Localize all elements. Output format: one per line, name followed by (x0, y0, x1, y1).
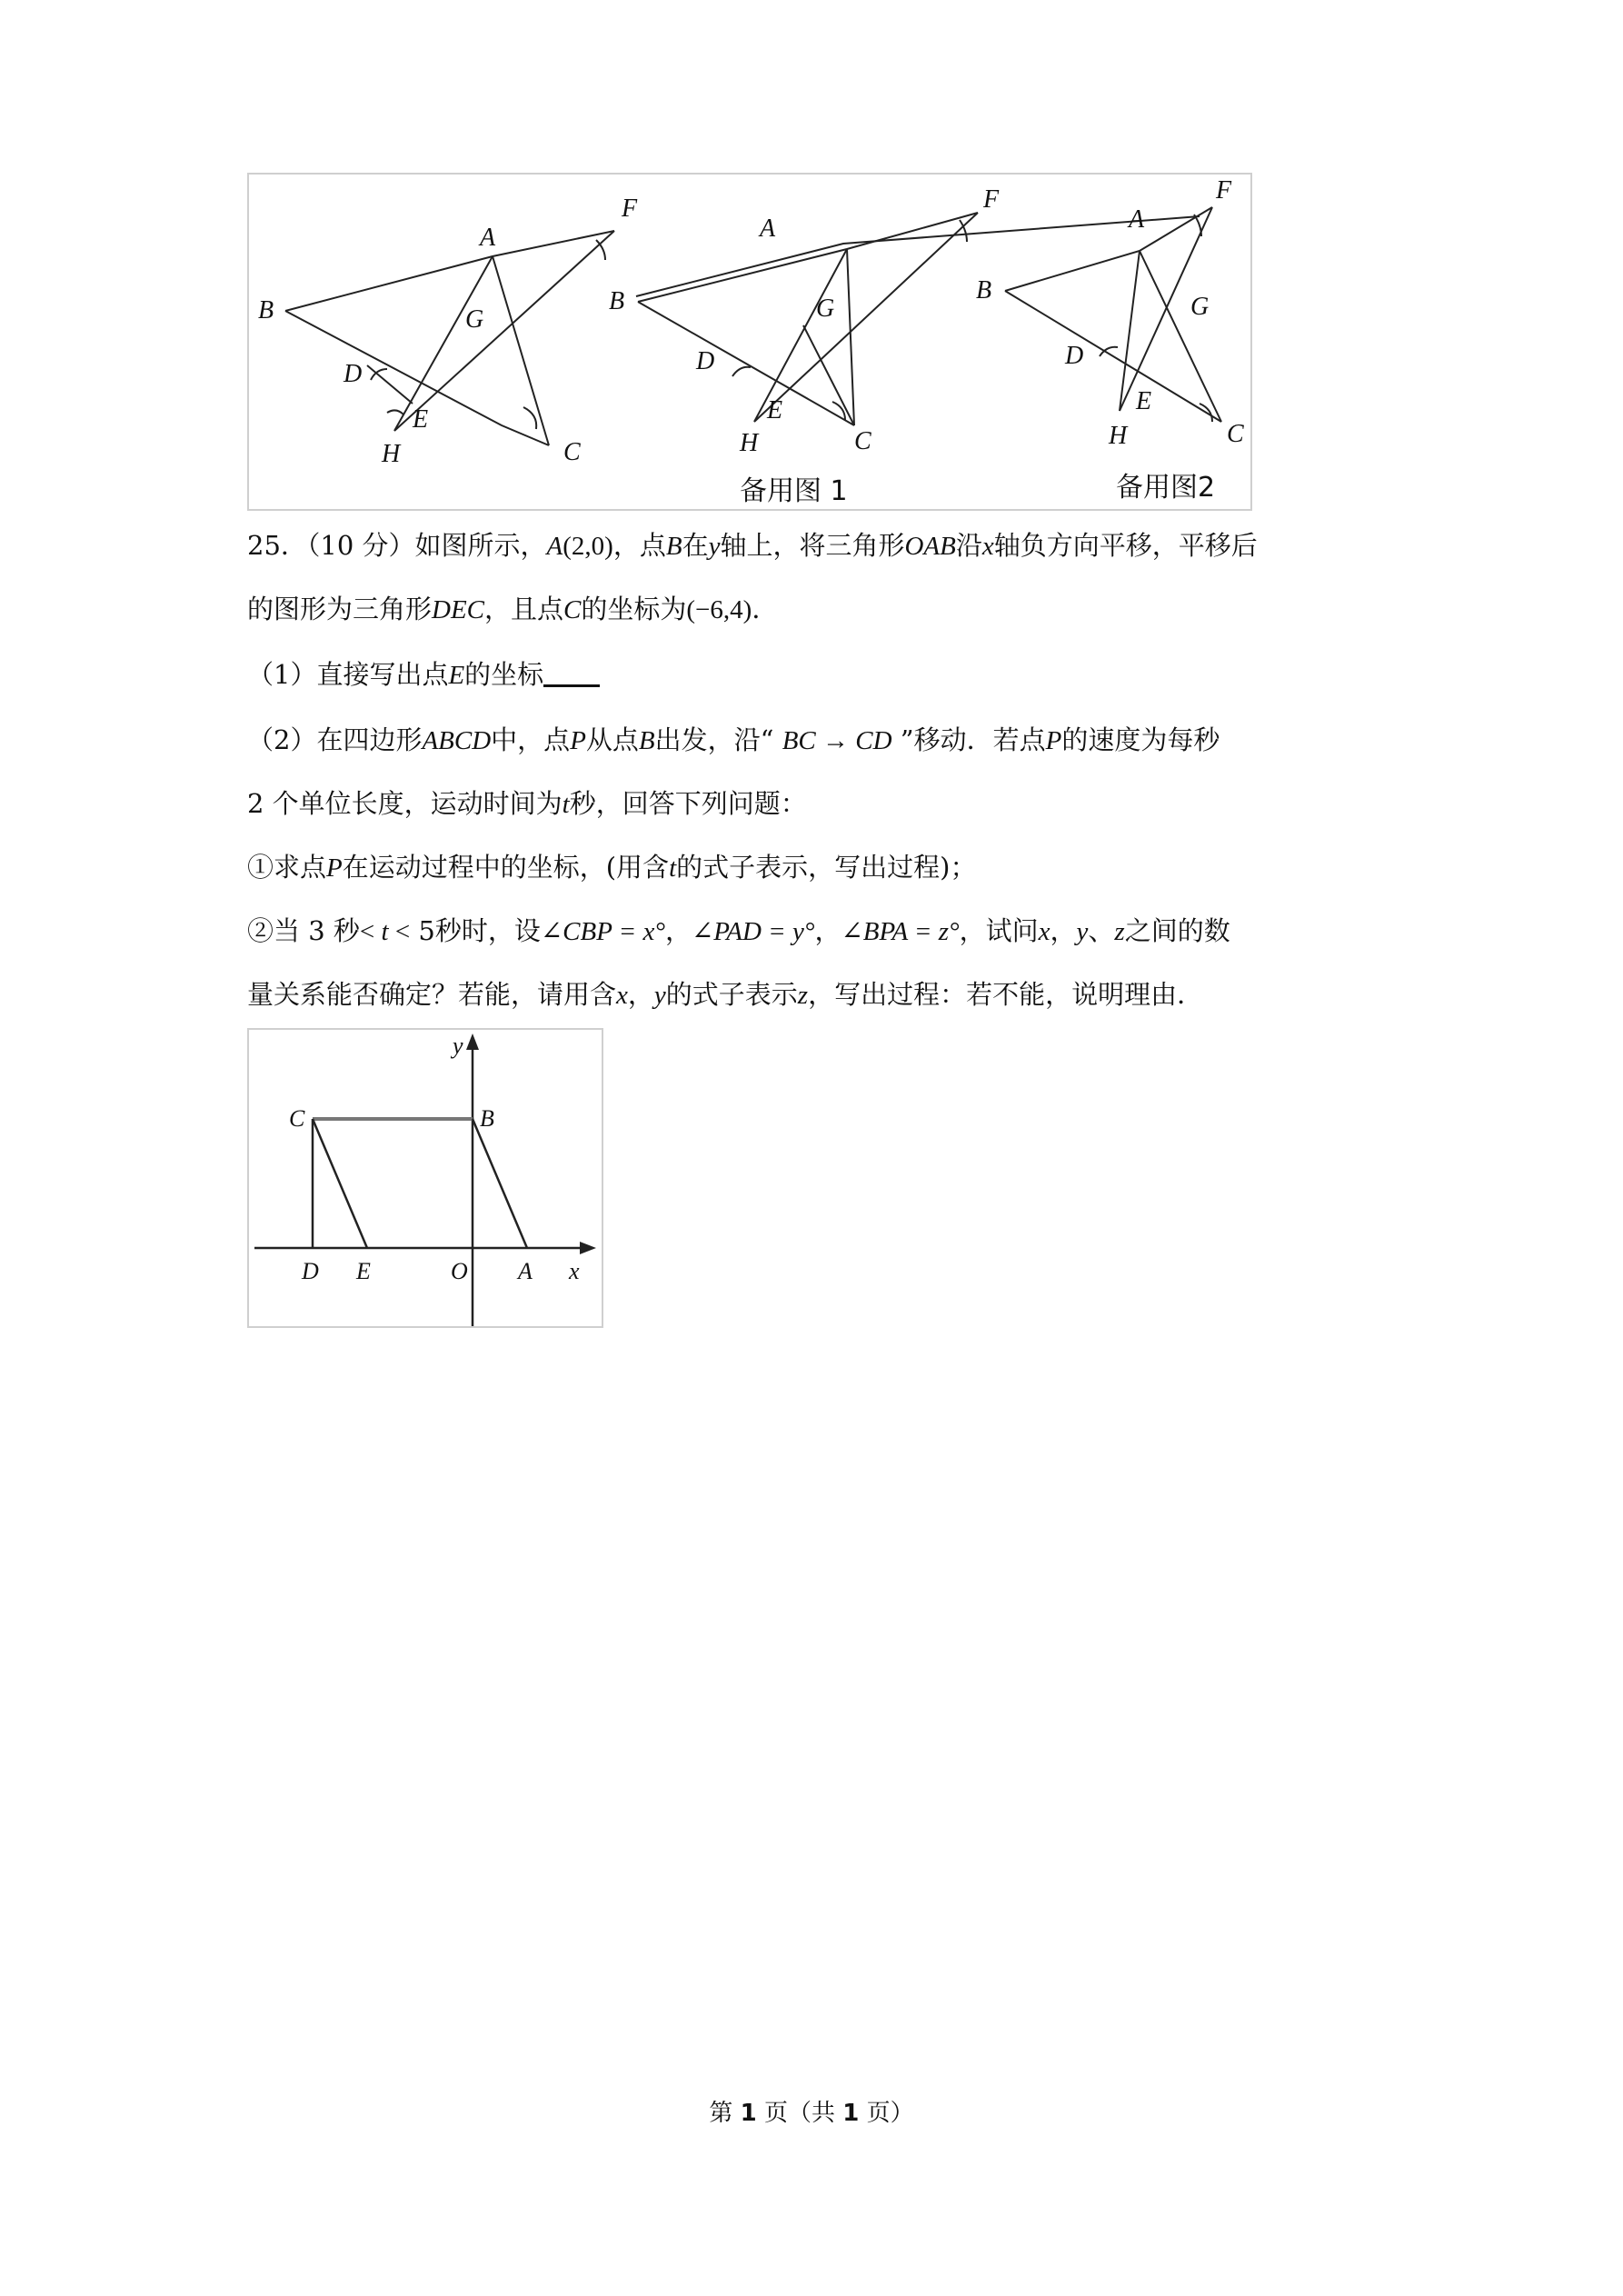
coordinate-figure (247, 1028, 603, 1328)
problem-line-5: 2 个单位长度，运动时间为t秒，回答下列问题： (247, 788, 807, 819)
problem-sub-2: ②当 3 秒< t < 5秒时，设∠CBP = x°，∠PAD = y°，∠BPA = z°，试问x，y、z之间的数 (247, 915, 1230, 946)
current-page-number: 1 (740, 2100, 757, 2127)
p2-label-F: F (983, 185, 1000, 214)
coord-label-y: y (453, 1033, 463, 1059)
coordinate-figure-svg (249, 1030, 602, 1326)
page-footer: 第 1 页（共 1 页） (709, 2100, 914, 2127)
total-page-number: 1 (842, 2100, 860, 2127)
p2-label-E: E (767, 396, 783, 424)
p1-label-H: H (382, 440, 401, 468)
p1-label-E: E (413, 405, 429, 434)
problem-part-1: （1）直接写出点E的坐标 (247, 656, 1394, 694)
coord-label-D: D (302, 1258, 319, 1284)
p3-label-E: E (1136, 387, 1152, 415)
x-axis-arrow (580, 1242, 596, 1254)
geometry-figure-svg (249, 175, 1250, 509)
coord-label-E: E (356, 1258, 371, 1284)
problem-line-2: 的图形为三角形DEC，且点C的坐标为(−6,4)． (247, 594, 779, 624)
p3-label-H: H (1109, 422, 1128, 450)
panel-3-lines (1005, 207, 1221, 422)
coord-label-x: x (569, 1258, 580, 1284)
p2-label-D: D (696, 347, 715, 375)
p3-label-F: F (1216, 176, 1232, 205)
problem-line-1: 25．（10 分）如图所示，A(2,0)，点B在y轴上，将三角形OAB沿x轴负方向平移，平移后 (247, 530, 1258, 561)
y-axis-arrow (466, 1033, 479, 1050)
p2-label-G: G (816, 294, 835, 323)
problem-sub-1: ①求点P在运动过程中的坐标，(用含t的式子表示，写出过程)； (247, 852, 977, 883)
panel-3-caption: 备用图2 (1116, 472, 1216, 504)
coord-label-A: A (518, 1258, 533, 1284)
p1-label-B: B (258, 296, 274, 324)
p2-label-B: B (609, 287, 625, 315)
p2-label-H: H (740, 429, 759, 457)
answer-blank[interactable] (543, 657, 600, 687)
segment-CE (313, 1119, 367, 1248)
p3-label-B: B (976, 276, 992, 304)
p1-label-F: F (622, 195, 638, 223)
problem-part-2: （2）在四边形ABCD中，点P从点B出发，沿“ BC → CD ”移动．若点P的速度为每秒 (247, 724, 1220, 755)
p1-label-G: G (465, 305, 484, 334)
panel-2-lines (638, 213, 978, 425)
segment-BA (473, 1119, 527, 1248)
coord-label-O: O (451, 1258, 468, 1284)
problem-line-8: 量关系能否确定？若能，请用含x，y的式子表示z，写出过程：若不能，说明理由． (247, 979, 1204, 1010)
panel-1-figure (285, 231, 614, 445)
p3-label-C: C (1227, 420, 1244, 448)
p3-label-D: D (1065, 342, 1084, 370)
panel-2-caption: 备用图 1 (740, 475, 848, 507)
p3-label-A: A (1129, 205, 1145, 234)
p1-label-D: D (344, 360, 363, 388)
geometry-figure-panels (247, 173, 1252, 511)
p1-label-C: C (563, 438, 581, 466)
p1-label-A: A (480, 224, 496, 252)
p2-label-C: C (854, 427, 871, 455)
coord-label-C: C (289, 1105, 305, 1132)
coord-label-B: B (480, 1105, 494, 1132)
p2-label-A: A (760, 215, 776, 243)
panel-2-figure (636, 216, 1200, 296)
p3-label-G: G (1190, 293, 1210, 321)
